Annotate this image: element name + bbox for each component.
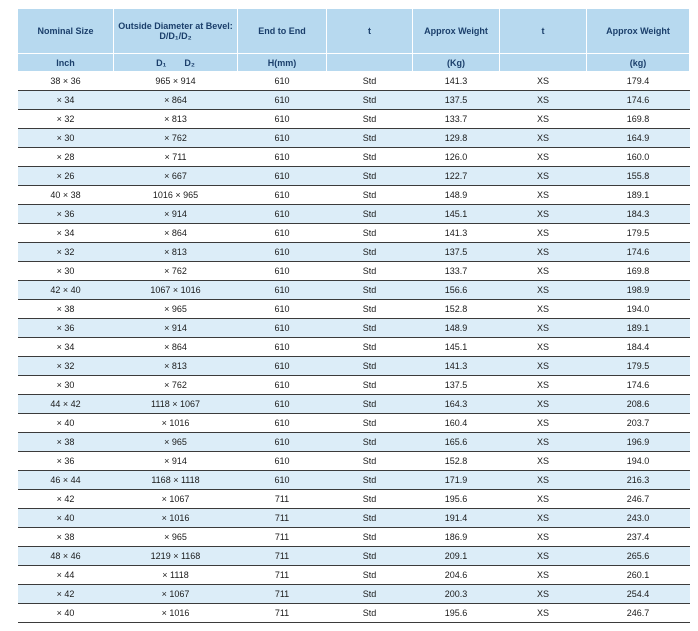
subheader-diameters (114, 54, 238, 72)
table-row (18, 395, 690, 414)
nominal-size-cell: × 32 (18, 110, 114, 129)
std-thickness-cell: Std (327, 129, 413, 148)
xs-thickness-cell: XS (500, 376, 587, 395)
nominal-size-cell: × 32 (18, 243, 114, 262)
std-weight-cell: 141.3 (413, 224, 500, 243)
outside-diameter-cell: × 914 (114, 205, 238, 224)
subheader-h-mm: H(mm) (238, 54, 327, 72)
outside-diameter-cell: 1219 × 1168 (114, 547, 238, 566)
std-weight-cell: 137.5 (413, 91, 500, 110)
xs-thickness-cell: XS (500, 186, 587, 205)
table-row (18, 452, 690, 471)
xs-thickness-cell: XS (500, 433, 587, 452)
end-to-end-cell: 610 (238, 148, 327, 167)
table-row (18, 357, 690, 376)
subheader-inch: Inch (18, 54, 114, 72)
outside-diameter-cell: × 914 (114, 452, 238, 471)
nominal-size-cell: × 34 (18, 224, 114, 243)
table-row (18, 129, 690, 148)
end-to-end-cell: 610 (238, 300, 327, 319)
nominal-size-cell: × 36 (18, 319, 114, 338)
xs-weight-cell: 246.7 (587, 490, 690, 509)
xs-thickness-cell: XS (500, 338, 587, 357)
end-to-end-cell: 610 (238, 186, 327, 205)
std-weight-cell: 137.5 (413, 243, 500, 262)
nominal-size-cell: 40 × 38 (18, 186, 114, 205)
end-to-end-cell: 610 (238, 91, 327, 110)
std-weight-cell: 160.4 (413, 414, 500, 433)
xs-weight-cell: 169.8 (587, 110, 690, 129)
xs-thickness-cell: XS (500, 262, 587, 281)
nominal-size-cell: 48 × 46 (18, 547, 114, 566)
outside-diameter-cell: × 813 (114, 243, 238, 262)
xs-weight-cell: 260.1 (587, 566, 690, 585)
std-thickness-cell: Std (327, 433, 413, 452)
std-weight-cell: 148.9 (413, 186, 500, 205)
std-thickness-cell: Std (327, 148, 413, 167)
xs-weight-cell: 196.9 (587, 433, 690, 452)
xs-thickness-cell: XS (500, 167, 587, 186)
std-thickness-cell: Std (327, 262, 413, 281)
end-to-end-cell: 610 (238, 414, 327, 433)
std-thickness-cell: Std (327, 357, 413, 376)
table-row (18, 205, 690, 224)
table-row (18, 243, 690, 262)
nominal-size-cell: 42 × 40 (18, 281, 114, 300)
subheader-d1: D₁ (156, 57, 167, 68)
outside-diameter-cell: × 711 (114, 148, 238, 167)
table-row (18, 585, 690, 604)
std-weight-cell: 156.6 (413, 281, 500, 300)
xs-thickness-cell: XS (500, 91, 587, 110)
xs-thickness-cell: XS (500, 129, 587, 148)
std-weight-cell: 195.6 (413, 604, 500, 623)
nominal-size-cell: × 40 (18, 604, 114, 623)
std-weight-cell: 129.8 (413, 129, 500, 148)
end-to-end-cell: 711 (238, 604, 327, 623)
nominal-size-cell: × 32 (18, 357, 114, 376)
nominal-size-cell: × 38 (18, 300, 114, 319)
end-to-end-cell: 711 (238, 566, 327, 585)
nominal-size-cell: × 26 (18, 167, 114, 186)
outside-diameter-cell: 1067 × 1016 (114, 281, 238, 300)
outside-diameter-cell: × 1067 (114, 585, 238, 604)
xs-thickness-cell: XS (500, 72, 587, 91)
outside-diameter-cell: × 1016 (114, 509, 238, 528)
xs-weight-cell: 189.1 (587, 186, 690, 205)
std-weight-cell: 126.0 (413, 148, 500, 167)
std-thickness-cell: Std (327, 224, 413, 243)
table-row (18, 376, 690, 395)
table-header (18, 9, 690, 72)
xs-thickness-cell: XS (500, 414, 587, 433)
table-row (18, 224, 690, 243)
xs-weight-cell: 174.6 (587, 376, 690, 395)
end-to-end-cell: 610 (238, 167, 327, 186)
end-to-end-cell: 610 (238, 395, 327, 414)
xs-weight-cell: 179.4 (587, 72, 690, 91)
outside-diameter-cell: 965 × 914 (114, 72, 238, 91)
table-row (18, 547, 690, 566)
nominal-size-cell: × 30 (18, 376, 114, 395)
std-thickness-cell: Std (327, 528, 413, 547)
xs-weight-cell: 198.9 (587, 281, 690, 300)
end-to-end-cell: 711 (238, 547, 327, 566)
std-thickness-cell: Std (327, 547, 413, 566)
outside-diameter-cell: × 864 (114, 338, 238, 357)
std-weight-cell: 204.6 (413, 566, 500, 585)
xs-thickness-cell: XS (500, 547, 587, 566)
xs-weight-cell: 155.8 (587, 167, 690, 186)
subheader-blank-1 (327, 54, 413, 72)
std-weight-cell: 133.7 (413, 262, 500, 281)
std-thickness-cell: Std (327, 167, 413, 186)
header-end-to-end: End to End (238, 9, 327, 54)
nominal-size-cell: × 30 (18, 129, 114, 148)
table-row (18, 72, 690, 91)
outside-diameter-cell: × 762 (114, 129, 238, 148)
end-to-end-cell: 610 (238, 452, 327, 471)
header-approx-weight-xs: Approx Weight (587, 9, 690, 54)
outside-diameter-cell: × 965 (114, 433, 238, 452)
xs-weight-cell: 169.8 (587, 262, 690, 281)
xs-thickness-cell: XS (500, 604, 587, 623)
nominal-size-cell: × 38 (18, 528, 114, 547)
nominal-size-cell: × 34 (18, 338, 114, 357)
xs-weight-cell: 208.6 (587, 395, 690, 414)
xs-weight-cell: 265.6 (587, 547, 690, 566)
header-wall-thickness-xs: t (500, 9, 587, 54)
end-to-end-cell: 610 (238, 72, 327, 91)
table-row (18, 319, 690, 338)
std-thickness-cell: Std (327, 91, 413, 110)
xs-thickness-cell: XS (500, 319, 587, 338)
subheader-blank-2 (500, 54, 587, 72)
header-wall-thickness-std: t (327, 9, 413, 54)
header-approx-weight-std: Approx Weight (413, 9, 500, 54)
end-to-end-cell: 610 (238, 129, 327, 148)
std-thickness-cell: Std (327, 110, 413, 129)
end-to-end-cell: 610 (238, 243, 327, 262)
xs-weight-cell: 216.3 (587, 471, 690, 490)
table-row (18, 91, 690, 110)
end-to-end-cell: 610 (238, 357, 327, 376)
std-weight-cell: 148.9 (413, 319, 500, 338)
outside-diameter-cell: × 1118 (114, 566, 238, 585)
nominal-size-cell: × 44 (18, 566, 114, 585)
std-thickness-cell: Std (327, 395, 413, 414)
xs-weight-cell: 246.7 (587, 604, 690, 623)
std-thickness-cell: Std (327, 243, 413, 262)
xs-weight-cell: 174.6 (587, 91, 690, 110)
header-row (18, 9, 690, 54)
end-to-end-cell: 610 (238, 433, 327, 452)
std-weight-cell: 171.9 (413, 471, 500, 490)
reducer-dimensions-table (17, 8, 690, 623)
outside-diameter-cell: × 965 (114, 300, 238, 319)
xs-weight-cell: 184.3 (587, 205, 690, 224)
end-to-end-cell: 610 (238, 376, 327, 395)
end-to-end-cell: 610 (238, 205, 327, 224)
table-row (18, 186, 690, 205)
std-thickness-cell: Std (327, 376, 413, 395)
table-row (18, 167, 690, 186)
reducer-dimensions-table-container (17, 8, 689, 623)
xs-thickness-cell: XS (500, 509, 587, 528)
std-thickness-cell: Std (327, 566, 413, 585)
nominal-size-cell: × 40 (18, 414, 114, 433)
outside-diameter-cell: × 1016 (114, 414, 238, 433)
outside-diameter-cell: × 864 (114, 91, 238, 110)
xs-thickness-cell: XS (500, 148, 587, 167)
nominal-size-cell: 38 × 36 (18, 72, 114, 91)
xs-thickness-cell: XS (500, 471, 587, 490)
outside-diameter-cell: × 813 (114, 110, 238, 129)
nominal-size-cell: × 28 (18, 148, 114, 167)
nominal-size-cell: × 42 (18, 585, 114, 604)
end-to-end-cell: 610 (238, 471, 327, 490)
xs-thickness-cell: XS (500, 585, 587, 604)
xs-weight-cell: 237.4 (587, 528, 690, 547)
header-outside-diameter: Outside Diameter at Bevel: D/D₁/D₂ (114, 9, 238, 54)
subheader-d2: D₂ (184, 57, 195, 68)
table-row (18, 148, 690, 167)
end-to-end-cell: 711 (238, 528, 327, 547)
xs-weight-cell: 194.0 (587, 300, 690, 319)
outside-diameter-cell: × 914 (114, 319, 238, 338)
table-row (18, 509, 690, 528)
xs-thickness-cell: XS (500, 243, 587, 262)
std-thickness-cell: Std (327, 452, 413, 471)
table-row (18, 300, 690, 319)
table-row (18, 490, 690, 509)
subheader-kg-xs: (kg) (587, 54, 690, 72)
std-thickness-cell: Std (327, 281, 413, 300)
xs-thickness-cell: XS (500, 528, 587, 547)
xs-weight-cell: 179.5 (587, 357, 690, 376)
std-weight-cell: 141.3 (413, 357, 500, 376)
std-weight-cell: 152.8 (413, 452, 500, 471)
end-to-end-cell: 610 (238, 338, 327, 357)
table-row (18, 528, 690, 547)
std-thickness-cell: Std (327, 585, 413, 604)
std-weight-cell: 164.3 (413, 395, 500, 414)
table-row (18, 262, 690, 281)
std-thickness-cell: Std (327, 604, 413, 623)
outside-diameter-cell: × 1016 (114, 604, 238, 623)
std-thickness-cell: Std (327, 338, 413, 357)
xs-thickness-cell: XS (500, 205, 587, 224)
xs-weight-cell: 164.9 (587, 129, 690, 148)
nominal-size-cell: × 40 (18, 509, 114, 528)
outside-diameter-cell: × 813 (114, 357, 238, 376)
outside-diameter-cell: × 762 (114, 262, 238, 281)
std-weight-cell: 191.4 (413, 509, 500, 528)
xs-weight-cell: 184.4 (587, 338, 690, 357)
std-weight-cell: 122.7 (413, 167, 500, 186)
nominal-size-cell: × 42 (18, 490, 114, 509)
std-thickness-cell: Std (327, 414, 413, 433)
table-row (18, 110, 690, 129)
end-to-end-cell: 711 (238, 509, 327, 528)
end-to-end-cell: 610 (238, 224, 327, 243)
table-row (18, 604, 690, 623)
table-row (18, 471, 690, 490)
xs-weight-cell: 160.0 (587, 148, 690, 167)
std-weight-cell: 145.1 (413, 205, 500, 224)
std-thickness-cell: Std (327, 319, 413, 338)
xs-weight-cell: 194.0 (587, 452, 690, 471)
outside-diameter-cell: × 864 (114, 224, 238, 243)
subheader-row (18, 54, 690, 72)
std-thickness-cell: Std (327, 490, 413, 509)
xs-thickness-cell: XS (500, 357, 587, 376)
std-weight-cell: 200.3 (413, 585, 500, 604)
outside-diameter-cell: 1016 × 965 (114, 186, 238, 205)
header-nominal-size: Nominal Size (18, 9, 114, 54)
std-thickness-cell: Std (327, 509, 413, 528)
xs-thickness-cell: XS (500, 566, 587, 585)
xs-thickness-cell: XS (500, 110, 587, 129)
outside-diameter-cell: × 1067 (114, 490, 238, 509)
table-row (18, 414, 690, 433)
nominal-size-cell: × 36 (18, 452, 114, 471)
xs-weight-cell: 179.5 (587, 224, 690, 243)
std-weight-cell: 152.8 (413, 300, 500, 319)
end-to-end-cell: 610 (238, 262, 327, 281)
xs-thickness-cell: XS (500, 490, 587, 509)
xs-thickness-cell: XS (500, 281, 587, 300)
std-weight-cell: 133.7 (413, 110, 500, 129)
end-to-end-cell: 711 (238, 585, 327, 604)
std-weight-cell: 141.3 (413, 72, 500, 91)
std-thickness-cell: Std (327, 471, 413, 490)
xs-weight-cell: 254.4 (587, 585, 690, 604)
xs-weight-cell: 243.0 (587, 509, 690, 528)
xs-weight-cell: 203.7 (587, 414, 690, 433)
std-weight-cell: 195.6 (413, 490, 500, 509)
std-weight-cell: 165.6 (413, 433, 500, 452)
nominal-size-cell: × 38 (18, 433, 114, 452)
xs-weight-cell: 174.6 (587, 243, 690, 262)
nominal-size-cell: 44 × 42 (18, 395, 114, 414)
std-weight-cell: 186.9 (413, 528, 500, 547)
std-thickness-cell: Std (327, 186, 413, 205)
outside-diameter-cell: 1118 × 1067 (114, 395, 238, 414)
table-body (18, 72, 690, 623)
outside-diameter-cell: × 965 (114, 528, 238, 547)
subheader-kg-std: (Kg) (413, 54, 500, 72)
xs-thickness-cell: XS (500, 300, 587, 319)
nominal-size-cell: 46 × 44 (18, 471, 114, 490)
outside-diameter-cell: 1168 × 1118 (114, 471, 238, 490)
xs-weight-cell: 189.1 (587, 319, 690, 338)
outside-diameter-cell: × 762 (114, 376, 238, 395)
end-to-end-cell: 610 (238, 110, 327, 129)
std-weight-cell: 145.1 (413, 338, 500, 357)
table-row (18, 433, 690, 452)
end-to-end-cell: 610 (238, 319, 327, 338)
std-thickness-cell: Std (327, 300, 413, 319)
std-weight-cell: 137.5 (413, 376, 500, 395)
xs-thickness-cell: XS (500, 452, 587, 471)
nominal-size-cell: × 34 (18, 91, 114, 110)
end-to-end-cell: 610 (238, 281, 327, 300)
xs-thickness-cell: XS (500, 395, 587, 414)
table-row (18, 566, 690, 585)
nominal-size-cell: × 36 (18, 205, 114, 224)
xs-thickness-cell: XS (500, 224, 587, 243)
outside-diameter-cell: × 667 (114, 167, 238, 186)
std-weight-cell: 209.1 (413, 547, 500, 566)
table-row (18, 338, 690, 357)
std-thickness-cell: Std (327, 205, 413, 224)
std-thickness-cell: Std (327, 72, 413, 91)
end-to-end-cell: 711 (238, 490, 327, 509)
nominal-size-cell: × 30 (18, 262, 114, 281)
table-row (18, 281, 690, 300)
